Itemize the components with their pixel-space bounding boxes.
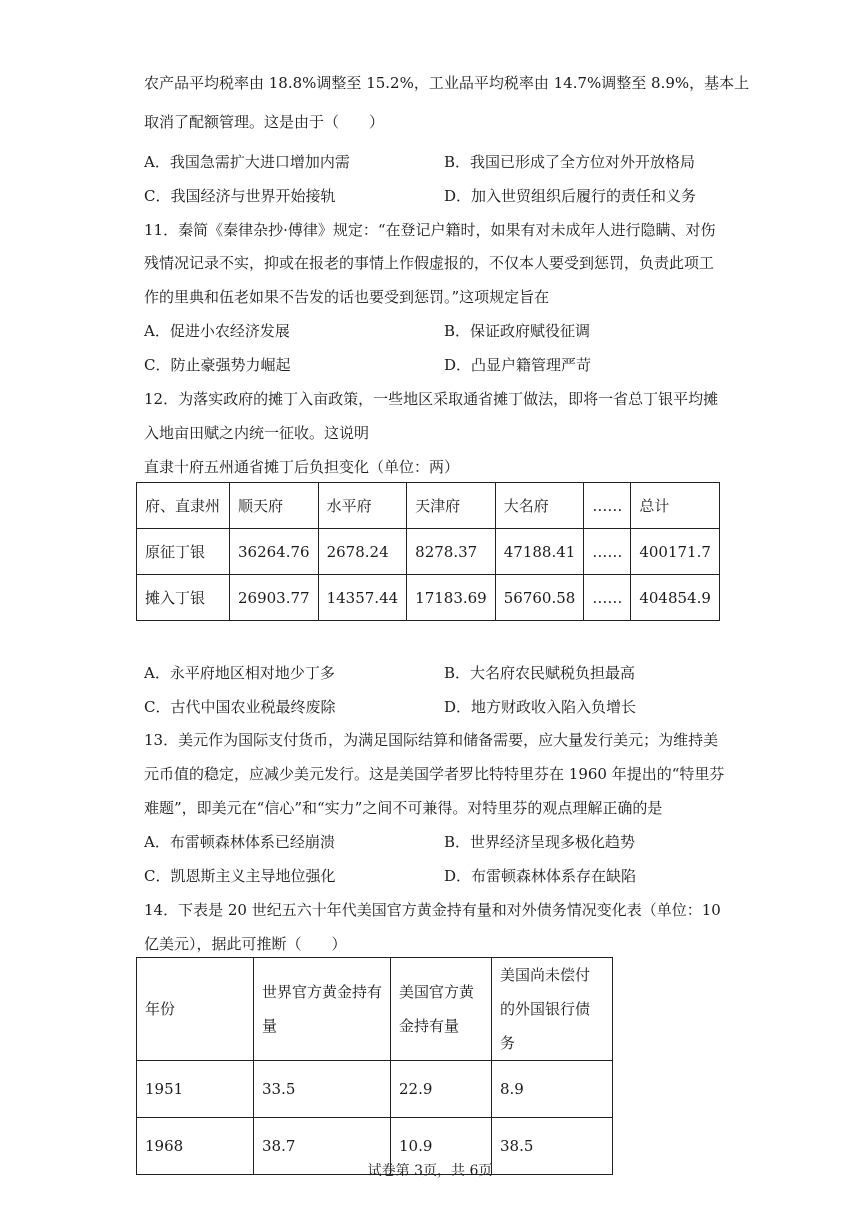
q12-table-title: 直隶十府五州通省摊丁后负担变化（单位：两）: [144, 458, 460, 476]
table-cell: 38.7: [254, 1118, 391, 1175]
table-cell: 顺天府: [230, 483, 319, 529]
table-cell: ……: [584, 529, 631, 575]
table-cell: 26903.77: [230, 575, 319, 621]
q11-line-2: 残情况记录不实，抑或在报老的事情上作假虚报的，不仅本人要受到惩罚，负责此项工: [144, 254, 715, 272]
q10-line-1: 农产品平均税率由 18.8%调整至 15.2%，工业品平均税率由 14.7%调整至 8.9%，基本上: [144, 74, 750, 92]
q13-option-d: D．布雷顿森林体系存在缺陷: [444, 867, 637, 885]
q14-line-2: 亿美元），据此可推断（ ）: [144, 935, 347, 953]
table-cell: 17183.69: [407, 575, 496, 621]
tax-burden-table: [136, 482, 720, 621]
table-cell: 水平府: [318, 483, 407, 529]
q10-line-2: 取消了配额管理。这是由于（ ）: [144, 113, 385, 131]
q11-option-b: B．保证政府赋役征调: [444, 322, 591, 340]
table-row: [137, 575, 720, 621]
table-cell: 1951: [137, 1061, 254, 1118]
table-cell: 8.9: [492, 1061, 613, 1118]
q10-option-d: D．加入世贸组织后履行的责任和义务: [444, 187, 697, 205]
table-cell: 1968: [137, 1118, 254, 1175]
q12-option-b: B．大名府农民赋税负担最高: [444, 664, 636, 682]
table-cell: ……: [584, 483, 631, 529]
table-row: [137, 529, 720, 575]
q10-option-c: C．我国经济与世界开始接轨: [144, 187, 336, 205]
q12-option-a: A．永平府地区相对地少丁多: [144, 664, 335, 682]
table-cell: 美国官方黄金持有量: [391, 958, 492, 1061]
q11-line-1: 11．秦简《秦律杂抄·傅律》规定：“在登记户籍时，如果有对未成年人进行隐瞒、对伤: [144, 221, 716, 239]
table-cell: 世界官方黄金持有量: [254, 958, 391, 1061]
table-cell: 府、直隶州: [137, 483, 230, 529]
table-cell: 天津府: [407, 483, 496, 529]
q11-line-3: 作的里典和伍老如果不告发的话也要受到惩罚。”这项规定旨在: [144, 288, 550, 306]
table-cell: 22.9: [391, 1061, 492, 1118]
table-cell: 8278.37: [407, 529, 496, 575]
table-row: [137, 1061, 613, 1118]
table-cell: 36264.76: [230, 529, 319, 575]
q12-option-d: D．地方财政收入陷入负增长: [444, 698, 637, 716]
table-cell: 47188.41: [495, 529, 584, 575]
table-cell: 38.5: [492, 1118, 613, 1175]
q12-line-1: 12．为落实政府的摊丁入亩政策，一些地区采取通省摊丁做法，即将一省总丁银平均摊: [144, 390, 719, 408]
page-footer: 试卷第 3页，共 6页: [367, 1163, 493, 1179]
table-cell: 2678.24: [318, 529, 407, 575]
gold-debt-table: [136, 957, 613, 1175]
table-cell: 33.5: [254, 1061, 391, 1118]
table-cell: 14357.44: [318, 575, 407, 621]
q11-option-c: C．防止豪强势力崛起: [144, 356, 291, 374]
q11-option-a: A．促进小农经济发展: [144, 322, 290, 340]
table-cell: 56760.58: [495, 575, 584, 621]
table-cell: 摊入丁银: [137, 575, 230, 621]
q10-option-b: B．我国已形成了全方位对外开放格局: [444, 153, 696, 171]
q13-option-b: B．世界经济呈现多极化趋势: [444, 833, 636, 851]
table-header-row: [137, 483, 720, 529]
q13-option-a: A．布雷顿森林体系已经崩溃: [144, 833, 335, 851]
table-cell: 404854.9: [631, 575, 720, 621]
table-cell: 总计: [631, 483, 720, 529]
q12-line-2: 入地亩田赋之内统一征收。这说明: [144, 424, 370, 442]
q13-line-2: 元币值的稳定，应减少美元发行。这是美国学者罗比特特里芬在 1960 年提出的“特里芬: [144, 765, 725, 783]
q13-line-1: 13．美元作为国际支付货币，为满足国际结算和储备需要，应大量发行美元；为维持美: [144, 731, 719, 749]
q13-option-c: C．凯恩斯主义主导地位强化: [144, 867, 336, 885]
table-cell: 大名府: [495, 483, 584, 529]
q12-option-c: C．古代中国农业税最终废除: [144, 698, 336, 716]
table-cell: 400171.7: [631, 529, 720, 575]
table-cell: 10.9: [391, 1118, 492, 1175]
table-cell: ……: [584, 575, 631, 621]
q10-option-a: A．我国急需扩大进口增加内需: [144, 153, 350, 171]
table-cell: 原征丁银: [137, 529, 230, 575]
q14-line-1: 14．下表是 20 世纪五六十年代美国官方黄金持有量和对外债务情况变化表（单位：10: [144, 901, 721, 919]
table-cell: 年份: [137, 958, 254, 1061]
table-cell: 美国尚未偿付的外国银行债务: [492, 958, 613, 1061]
q13-line-3: 难题”，即美元在“信心”和“实力”之间不可兼得。对特里芬的观点理解正确的是: [144, 799, 663, 817]
table-header-row: [137, 958, 613, 1061]
q11-option-d: D．凸显户籍管理严苛: [444, 356, 592, 374]
